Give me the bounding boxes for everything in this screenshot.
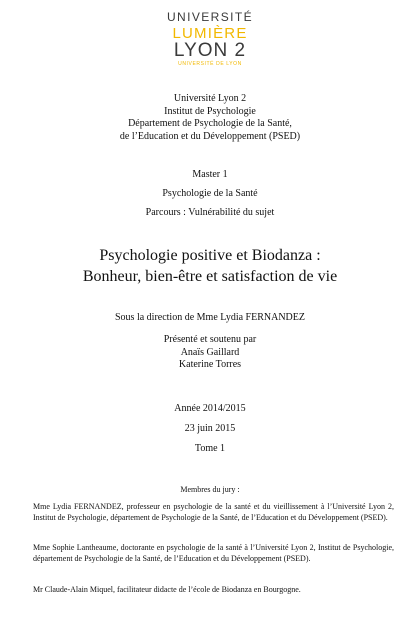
logo-universite: UNIVERSITÉ [166, 10, 253, 24]
academic-year: Année 2014/2015 [174, 403, 246, 414]
jury-title: Membres du jury : [180, 485, 240, 494]
thesis-title-line: Psychologie positive et Biodanza : [99, 247, 321, 264]
defense-date: 23 juin 2015 [184, 423, 236, 434]
program-field: Psychologie de la Santé [162, 188, 258, 199]
university-logo [0, 11, 420, 67]
author-name: Anaïs Gaillard [180, 346, 240, 358]
presented-label: Présenté et soutenu par [163, 334, 257, 345]
institution-line: Département de Psychologie de la Santé, [128, 118, 292, 129]
jury-member: Mme Sophie Lantheaume, doctorante en psychologie de la santé à l’Université Lyon 2, Institut de Psychologie, département de Psychologie de la Santé, de l’Education et du Développement (PSED). [33, 543, 394, 563]
program-track: Parcours : Vulnérabilité du sujet [145, 207, 275, 218]
volume-label: Tome 1 [194, 443, 226, 454]
logo-lumiere: LUMIÈRE [172, 25, 248, 42]
institution-block [0, 93, 420, 143]
direction-line: Sous la direction de Mme Lydia FERNANDEZ [115, 312, 305, 323]
presented-block [0, 334, 420, 372]
jury-member: Mme Lydia FERNANDEZ, professeur en psychologie de la santé et du vieillissement à l’Université Lyon 2, Institut de Psychologie, département de Psychologie de la Santé, de l’Education et du Développement (PSED). [33, 502, 394, 522]
program-level: Master 1 [192, 169, 228, 180]
institution-line: Université Lyon 2 [173, 93, 247, 104]
institution-line: de l’Education et du Développement (PSED) [119, 130, 301, 142]
jury-member: Mr Claude-Alain Miquel, facilitateur didacte de l’école de Biodanza en Bourgogne. [33, 585, 301, 594]
thesis-title [0, 245, 420, 287]
author-name: Katerine Torres [178, 359, 242, 370]
thesis-title-line: Bonheur, bien-être et satisfaction de vie [82, 268, 338, 285]
logo-lyon2: LYON 2 [173, 40, 247, 61]
logo-universite-de-lyon: UNIVERSITÉ DE LYON [178, 61, 242, 67]
institution-line: Institut de Psychologie [164, 105, 256, 117]
